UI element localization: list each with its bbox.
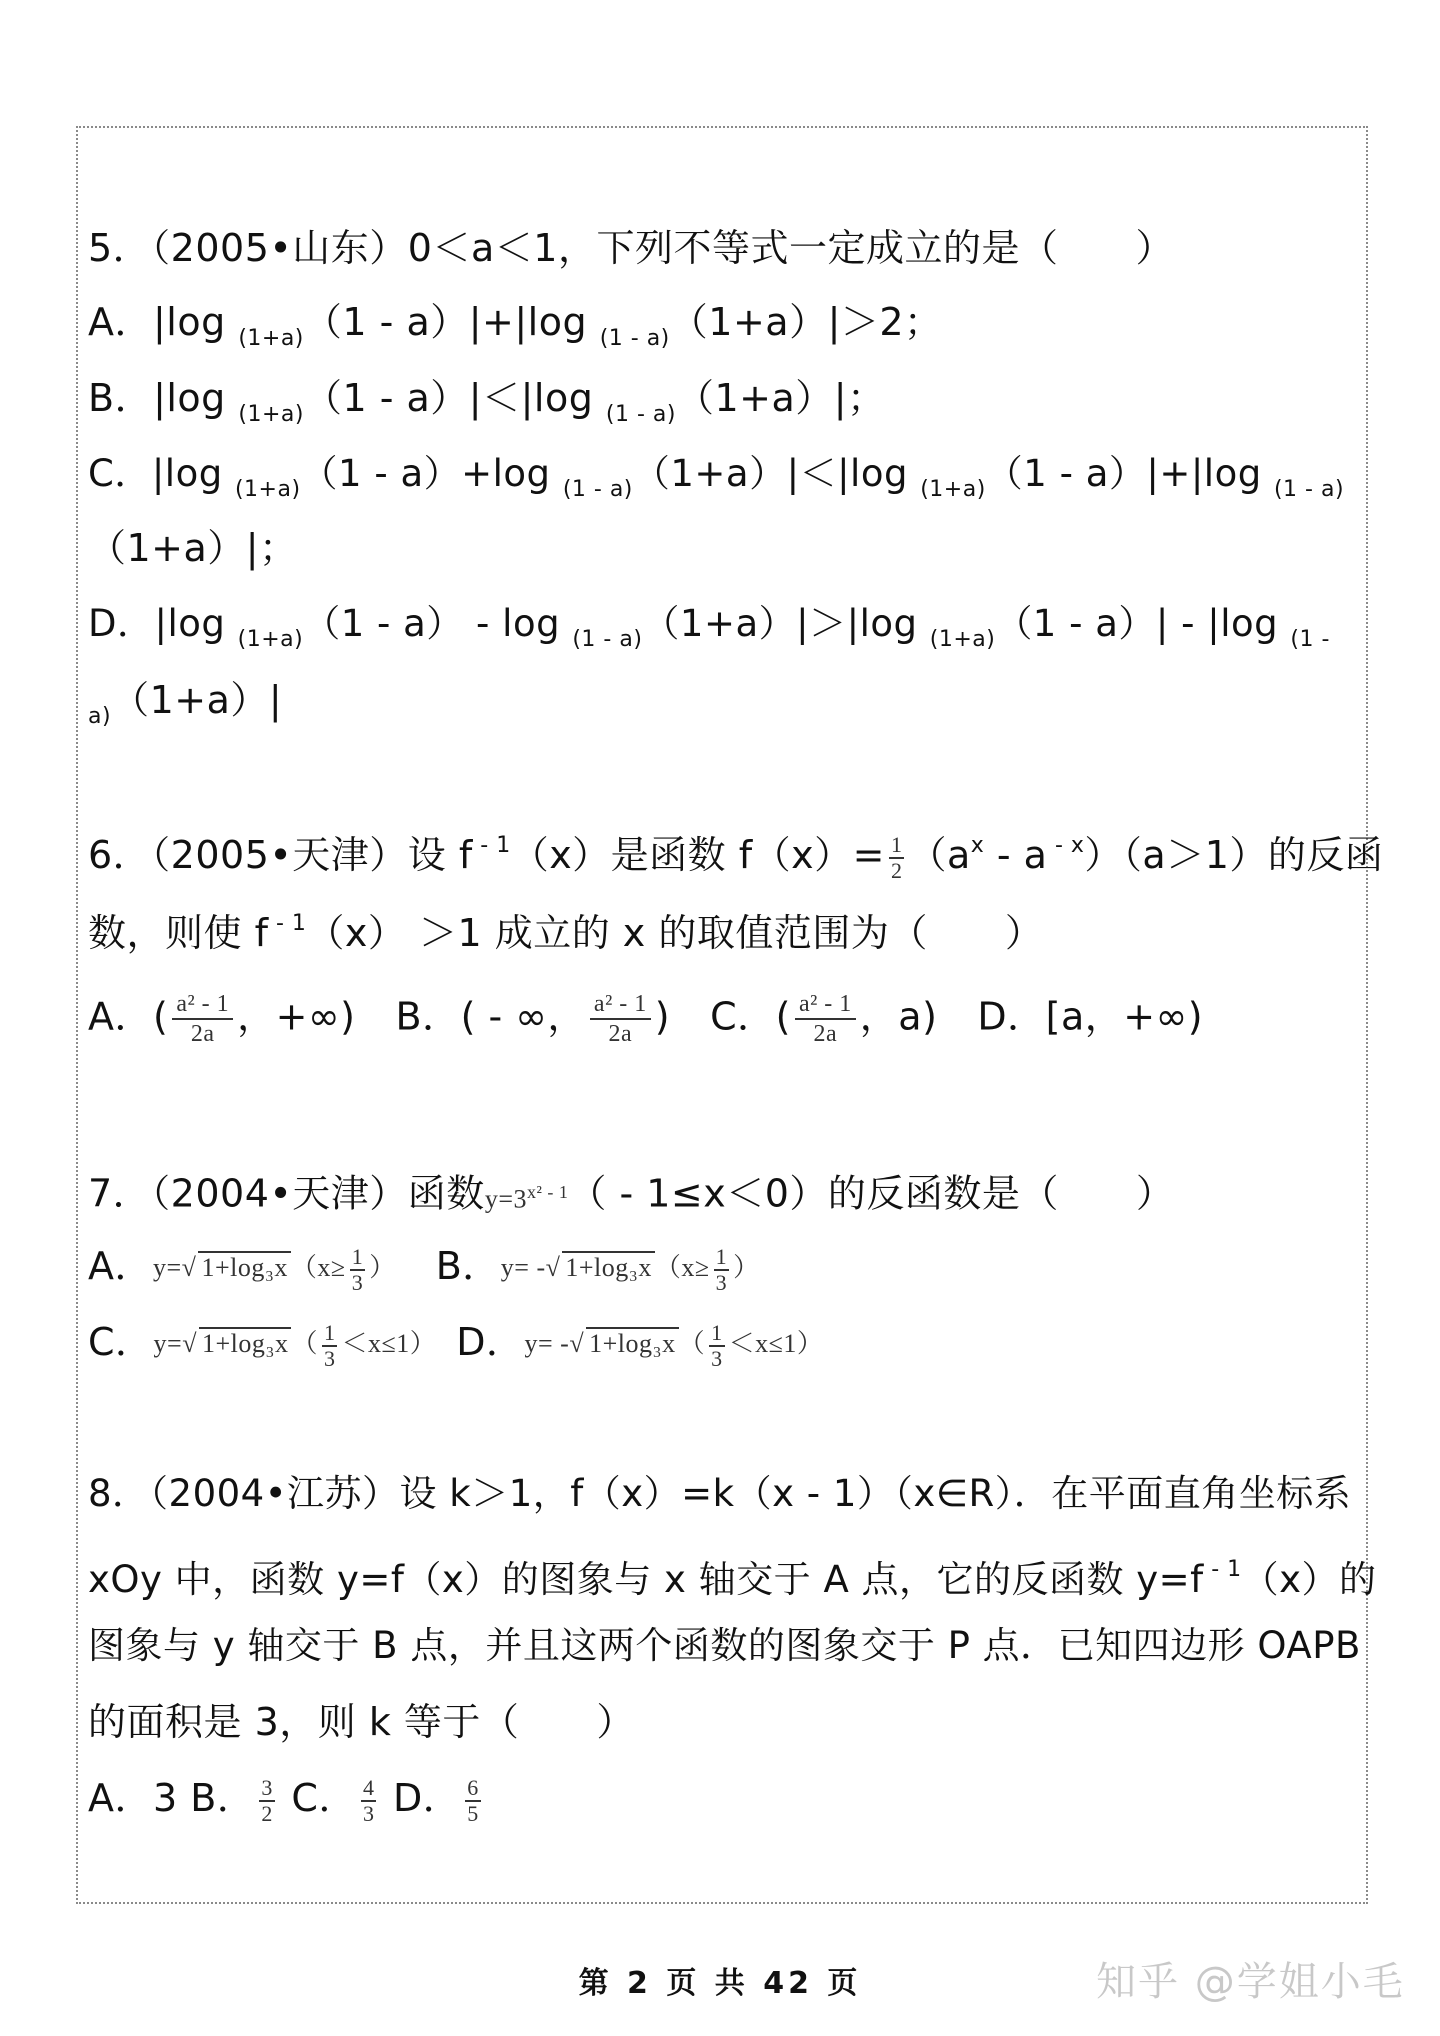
text: （x） ＞1 成立的 x 的取值范围为（ ）: [306, 911, 1044, 955]
option-a-label: A．: [88, 1244, 153, 1288]
text: C．|log: [88, 452, 235, 495]
q5-option-c-cont: [88, 522, 298, 574]
numerator: 1: [715, 1244, 728, 1270]
text: C．: [278, 1776, 357, 1820]
denominator: 2a: [813, 1021, 838, 1047]
text: （x）的: [1241, 1558, 1377, 1601]
text: （x）是函数 f（x）=: [510, 833, 885, 877]
subscript: (1 - a): [572, 627, 643, 652]
q5-option-b: [88, 372, 886, 441]
formula-text: （: [678, 1328, 706, 1358]
fraction-one-half: [889, 833, 905, 883]
numerator: 6: [467, 1774, 479, 1800]
radicand: 1+log₃x: [199, 1327, 291, 1358]
formula-text: y= -: [524, 1328, 570, 1358]
formula-text: y=: [153, 1328, 183, 1358]
text: ）（a＞1）的反函: [1084, 833, 1384, 877]
q5-option-a: [88, 296, 943, 365]
denominator: 3: [362, 1800, 375, 1826]
formula-text: ）: [733, 1252, 760, 1282]
superscript: - 1: [268, 911, 307, 936]
text: xOy 中，函数 y=f（x）的图象与 x 轴交于 A 点，它的反函数 y=f: [88, 1558, 1204, 1601]
q6-stem-line2: [88, 898, 1043, 959]
fraction-4-over-3: [361, 1776, 377, 1826]
numerator: 3: [261, 1774, 273, 1800]
text: （1 - a）| - |log: [995, 602, 1291, 645]
radicand: 1+log₃x: [586, 1327, 678, 1358]
numerator: a² - 1: [172, 990, 233, 1020]
subscript: (1 - a): [562, 477, 633, 502]
text: （1 - a）|+|log: [985, 452, 1274, 495]
formula-text: ）: [369, 1252, 396, 1282]
formula-text: y=3: [484, 1184, 527, 1214]
text: （a: [908, 833, 971, 877]
text: （1 - a） - log: [303, 602, 573, 645]
fraction-one-third: [709, 1321, 725, 1371]
fraction-a2-minus-1-over-2a: [172, 990, 233, 1048]
text: （1 - a）|+|log: [303, 300, 600, 344]
text: （1+a）|: [111, 678, 283, 722]
option-a-formula: y=√ 1+log₃x （x≥ $\frac{1}{3}$ ）: [153, 1244, 396, 1296]
q7-options-ab: [88, 1240, 760, 1295]
denominator: 5: [467, 1800, 479, 1826]
page-footer: 第 2 页 共 42 页: [578, 1966, 862, 2001]
denominator: 3: [711, 1346, 723, 1372]
q5-option-d-cont: [88, 674, 282, 743]
subscript: (1+a): [238, 402, 304, 427]
superscript: - 1: [472, 833, 511, 858]
text: A．3 B．: [88, 1776, 256, 1820]
formula-y-equals-3-power: [485, 1166, 569, 1226]
option-c-formula: y=√ 1+log₃x （ $\frac{1}{3}$ ＜x≤1）: [153, 1320, 437, 1372]
q7-stem: [88, 1166, 1174, 1226]
fraction-3-over-2: [259, 1776, 275, 1826]
subscript: (1+a): [920, 477, 986, 502]
option-d-label: D．[a，+∞): [977, 994, 1204, 1039]
q5-option-c: [88, 448, 1344, 516]
q6-options: [88, 990, 1203, 1048]
fraction-a2-minus-1-over-2a: [590, 990, 651, 1048]
numerator: a² - 1: [590, 990, 651, 1020]
fraction-a2-minus-1-over-2a: [795, 990, 856, 1048]
option-d-formula: y= -√ 1+log₃x （ $\frac{1}{3}$ ＜x≤1）: [524, 1320, 824, 1372]
option-d-label: D．: [456, 1320, 525, 1364]
q8-stem-line4: 的面积是 3，则 k 等于（ ）: [88, 1700, 635, 1744]
watermark: 知乎 @学姐小毛: [1096, 1959, 1405, 2005]
text: （1 - a）|＜|log: [303, 376, 606, 420]
option-c-label: C．: [88, 1320, 154, 1364]
text: 7．（2004•天津）函数: [88, 1171, 485, 1216]
superscript: x: [970, 833, 985, 858]
superscript: - 1: [1203, 1557, 1242, 1582]
text: （ - 1≤x＜0）的反函数是（ ）: [568, 1171, 1175, 1216]
q7-options-cd: [88, 1316, 823, 1371]
denominator: 2: [890, 857, 903, 883]
text: D．: [380, 1776, 462, 1820]
q5-option-d: [88, 598, 1330, 666]
numerator: a² - 1: [795, 990, 856, 1020]
text: （1+a）|＜|log: [632, 452, 921, 495]
numerator: 1: [351, 1244, 364, 1270]
numerator: 1: [711, 1320, 723, 1346]
superscript: - x: [1047, 833, 1085, 858]
text: （1+a）|＞|log: [642, 602, 930, 645]
subscript: (1 - a): [605, 402, 676, 427]
text: （1+a）|；: [676, 376, 886, 420]
numerator: 4: [362, 1774, 375, 1800]
denominator: 3: [351, 1270, 364, 1296]
option-b-formula: y= -√ 1+log₃x （x≥ $\frac{1}{3}$ ）: [500, 1244, 760, 1296]
formula-text: ＜x≤1）: [341, 1328, 437, 1358]
text: （1 - a）+log: [300, 452, 563, 495]
text: ): [654, 994, 671, 1039]
text: （1+a）|；: [88, 526, 298, 570]
fraction-6-over-5: [465, 1776, 481, 1826]
text: 数，则使 f: [88, 911, 269, 955]
denominator: 2: [261, 1800, 273, 1826]
text: - a: [984, 833, 1048, 877]
text: ，+∞): [237, 994, 356, 1039]
q8-stem-line2: [88, 1544, 1377, 1606]
formula-text: y=: [153, 1252, 182, 1282]
q5-stem: 5．（2005•山东）0＜a＜1，下列不等式一定成立的是（ ）: [88, 226, 1174, 270]
option-b-label: B．: [435, 1244, 501, 1288]
formula-text: （: [291, 1328, 318, 1358]
option-c-label: C．(: [710, 994, 791, 1039]
q8-stem-line3: 图象与 y 轴交于 B 点，并且这两个函数的图象交于 P 点．已知四边形 OAPB: [88, 1624, 1361, 1667]
fraction-one-third: [322, 1321, 338, 1371]
denominator: 3: [323, 1346, 336, 1372]
q8-options: [88, 1772, 485, 1826]
subscript: (1+a): [929, 627, 996, 652]
numerator: 1: [323, 1320, 336, 1346]
text: （1+a）|＞2；: [669, 300, 943, 344]
subscript: (1 - a): [1273, 477, 1345, 502]
option-b-label: B．( - ∞，: [395, 994, 586, 1039]
text: ，a): [859, 994, 938, 1039]
subscript: (1 -: [1290, 627, 1330, 652]
radicand: 1+log₃x: [562, 1251, 654, 1282]
formula-text: ＜x≤1）: [728, 1328, 824, 1358]
subscript: (1 - a): [599, 326, 670, 351]
fraction-one-third: [350, 1245, 366, 1295]
q6-stem-line1: [88, 820, 1383, 883]
option-a-label: A．(: [88, 994, 169, 1039]
formula-text: y= -: [500, 1252, 546, 1282]
numerator: 1: [890, 831, 903, 857]
subscript: (1+a): [234, 477, 301, 502]
text: B．|log: [88, 376, 239, 420]
denominator: 2a: [190, 1021, 215, 1047]
text: D．|log: [88, 602, 238, 645]
formula-text: （x≥: [654, 1252, 710, 1282]
denominator: 3: [715, 1270, 728, 1296]
q8-stem-line1: 8．（2004•江苏）设 k＞1，f（x）=k（x - 1）（x∈R）．在平面直角坐标系: [88, 1472, 1352, 1515]
subscript: a): [88, 704, 112, 729]
text: A．|log: [88, 300, 239, 344]
subscript: (1+a): [237, 627, 304, 652]
formula-text: （x≥: [290, 1252, 346, 1282]
denominator: 2a: [608, 1021, 633, 1047]
text: 6．（2005•天津）设 f: [88, 833, 473, 877]
subscript: (1+a): [238, 326, 304, 351]
radicand: 1+log₃x: [198, 1251, 290, 1282]
fraction-one-third: [714, 1245, 730, 1295]
exponent: x² - 1: [526, 1182, 569, 1202]
